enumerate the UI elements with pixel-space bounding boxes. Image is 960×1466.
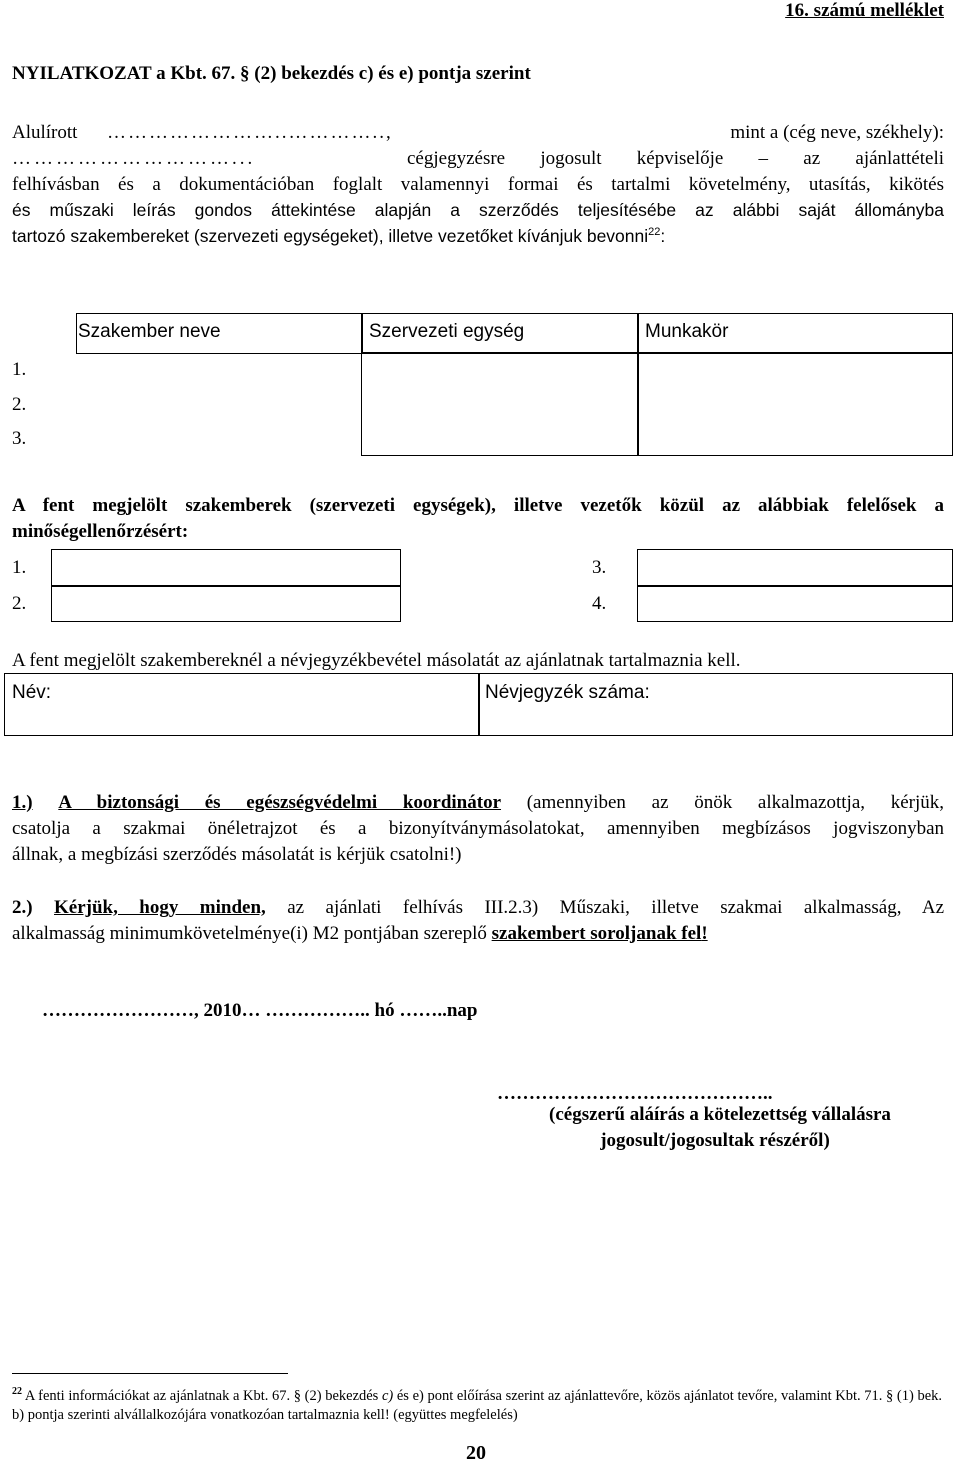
quality-item-number: 1. (12, 557, 27, 578)
row-number: 3. (12, 428, 27, 449)
footnote-ref: 22 (648, 226, 661, 239)
registry-name-cell (4, 673, 480, 736)
date-line: ……………………, 2010… …………….. hó ……..nap (42, 1000, 478, 1021)
document-title: NYILATKOZAT a Kbt. 67. § (2) bekezdés c) és e) pontja szerint (12, 63, 531, 84)
note-1-number: 1.) (12, 792, 33, 813)
quality-heading: A fent megjelölt szakemberek (szervezeti egységek), illetve vezetők közül az alábbiak felelősek a minőségellenőrzésért: (12, 495, 944, 542)
intro-dots-1: ……………………..………….., (107, 122, 393, 143)
note-2-emphasis: Kérjük, hogy minden, (54, 897, 266, 918)
intro-alulirott: Alulírott (12, 122, 78, 143)
footnote-italic: c) (381, 1388, 394, 1404)
note-1-line-2: csatolja a szakmai önéletrajzot és a bizonyítványmásolatokat, amennyiben megbízásos jogviszonyban (12, 818, 944, 839)
column-header-name: Szakember neve (78, 321, 221, 342)
annex-label: 16. számú melléklet (785, 0, 944, 21)
registry-text: A fent megjelölt szakembereknél a névjegyzékbevétel másolatát az ajánlatnak tartalmaznia kell. (12, 650, 741, 671)
quality-cell (51, 585, 401, 622)
intro-line-3: felhívásban és a dokumentációban foglalt valamennyi formai és tartalmi követelmény, utasítás, kikötés (12, 174, 944, 195)
note-2-list-request: szakembert soroljanak fel (491, 923, 702, 944)
quality-cell (637, 585, 953, 622)
note-1-rest: (amennyiben az önök alkalmazottja, kérjük, (526, 792, 945, 813)
quality-item-number: 3. (592, 557, 607, 578)
note-2-line-2 (12, 921, 944, 947)
row-number: 2. (12, 394, 27, 415)
note-2-line-2-text: alkalmasság minimumkövetelménye(i) M2 pontjában szereplő (12, 923, 487, 944)
intro-dots-2: …………………………... (12, 148, 256, 169)
intro-line-4: és műszaki leírás gondos áttekintése alapján a szerződés teljesítésébe az alábbi saját állományba (12, 200, 944, 220)
intro-line-2 (12, 146, 944, 172)
intro-line-5-text: tartozó szakembereket (szervezeti egységeket), illetve vezetőket kívánjuk bevonni (12, 226, 649, 246)
signature-line-2: jogosult/jogosultak részéről) (600, 1130, 830, 1151)
quality-item-number: 2. (12, 593, 27, 614)
table-body-cell (637, 352, 953, 456)
column-header-role: Munkakör (645, 321, 729, 342)
footnote-text-1: A fenti információkat az ajánlatnak a Kbt. 67. § (2) bekezdés (24, 1388, 379, 1404)
signature-line-1: (cégszerű aláírás a kötelezettség vállalásra (549, 1104, 891, 1125)
note-2-exclamation: ! (701, 923, 708, 944)
quality-cell (51, 549, 401, 587)
note-1-line-1 (12, 790, 944, 816)
note-1-coordinator: A biztonsági és egészségvédelmi koordinátor (58, 792, 502, 813)
footnote-separator (12, 1373, 288, 1374)
intro-representative: cégjegyzésre jogosult képviselője – az ajánlattételi (407, 148, 944, 169)
note-2-number: 2.) (12, 897, 33, 918)
signature-dots: …………………………………….. (497, 1083, 773, 1104)
footnote-text-2: és e) pont előírása szerint az ajánlattevőre, közös ajánlatot tevőre, valamint Kbt. 71. § (1) bek. b) pontja szerinti alvállalkozójára vonatkozóan tartalmaznia kell! (együttes megfelelés) (12, 1388, 943, 1423)
intro-line-1 (12, 120, 944, 146)
column-header-unit: Szervezeti egység (369, 321, 525, 342)
page-number: 20 (466, 1442, 486, 1464)
table-body-cell (361, 352, 639, 456)
note-2-line-1 (12, 895, 944, 921)
intro-company-label: mint a (cég neve, székhely): (730, 122, 944, 143)
quality-cell (637, 549, 953, 587)
row-number: 1. (12, 359, 27, 380)
registry-number-label: Névjegyzék száma: (485, 682, 650, 703)
intro-line-5 (12, 224, 944, 250)
quality-item-number: 4. (592, 593, 607, 614)
footnote (12, 1387, 947, 1425)
note-1-line-3: állnak, a megbízási szerződés másolatát is kérjük csatolni!) (12, 844, 462, 865)
footnote-number: 22 (12, 1386, 22, 1398)
intro-colon: : (660, 226, 666, 246)
registry-name-label: Név: (12, 682, 52, 703)
note-2-rest: az ajánlati felhívás III.2.3) Műszaki, illetve szakmai alkalmasság, Az (287, 897, 945, 918)
